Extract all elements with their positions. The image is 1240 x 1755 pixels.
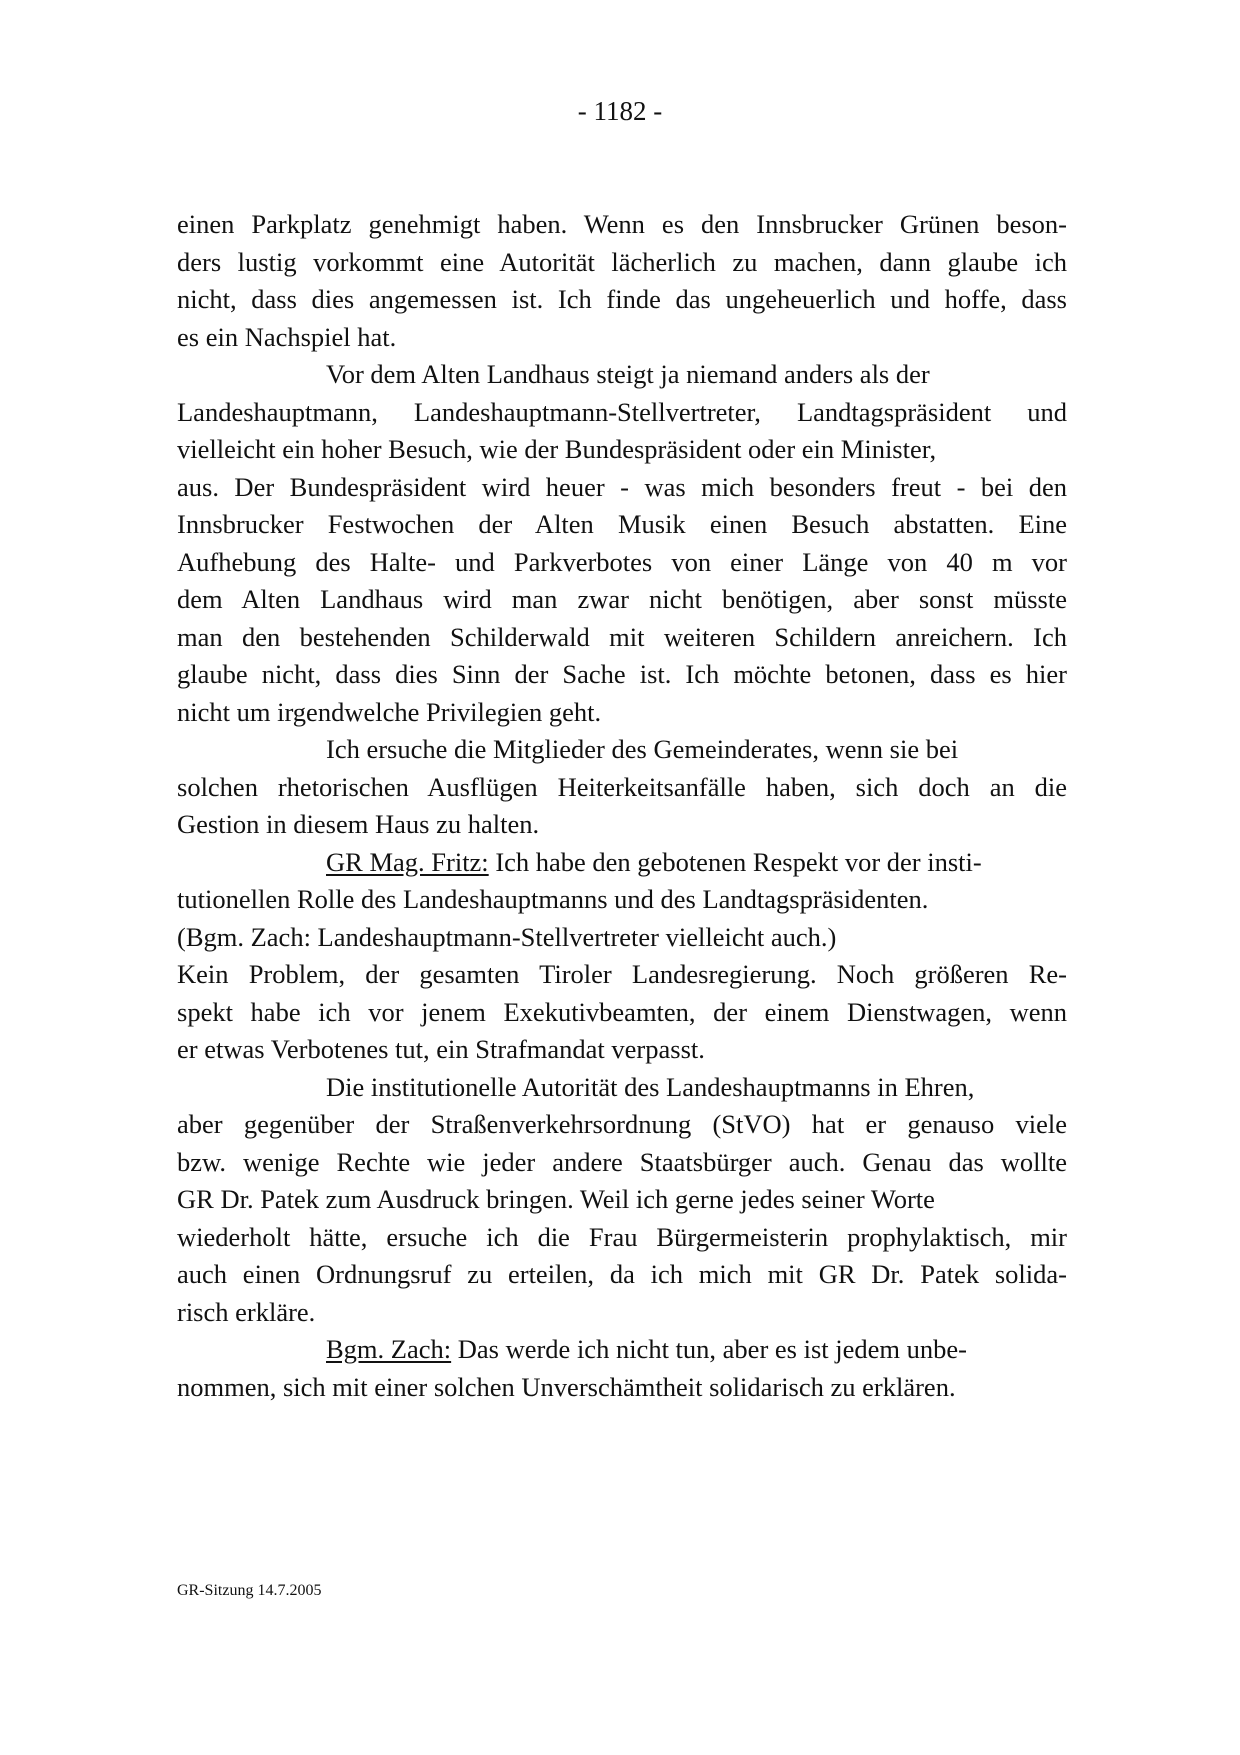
text-line: es ein Nachspiel hat. (177, 321, 397, 352)
text-line: nicht um irgendwelche Privilegien geht. (177, 696, 602, 727)
speaker-text: Ich habe den gebotenen Respekt vor der insti- (488, 846, 982, 877)
text-line: solchen rhetorischen Ausflügen Heiterkeitsanfälle haben, sich doch an die (177, 771, 1067, 802)
text-line: nicht, dass dies angemessen ist. Ich finde das ungeheuerlich und hoffe, dass (177, 284, 1067, 314)
text-line: wiederholt hätte, ersuche ich die Frau Bürgermeisterin prophylaktisch, mir (177, 1221, 1067, 1252)
paragraph-start-line: Die institutionelle Autorität des Landeshauptmanns in Ehren, (326, 1071, 975, 1102)
text-line: dem Alten Landhaus wird man zwar nicht benötigen, aber sonst müsste (177, 584, 1067, 614)
text-line: Aufhebung des Halte- und Parkverbotes von einer Länge von 40 m vor (177, 546, 1067, 577)
text-line: GR Dr. Patek zum Ausdruck bringen. Weil ich gerne jedes seiner Worte (177, 1184, 935, 1214)
text-line: aus. Der Bundespräsident wird heuer - was mich besonders freut - bei den (177, 471, 1067, 502)
text-line: glaube nicht, dass dies Sinn der Sache ist. Ich möchte betonen, dass es hier (177, 659, 1067, 689)
text-line: ders lustig vorkommt eine Autorität lächerlich zu machen, dann glaube ich (177, 246, 1067, 277)
text-line: aber gegenüber der Straßenverkehrsordnung (StVO) hat er genauso viele (177, 1109, 1067, 1139)
text-line: nommen, sich mit einer solchen Unverschämtheit solidarisch zu erklären. (177, 1371, 956, 1402)
page-number: - 1182 - (577, 96, 663, 126)
text-line: er etwas Verbotenes tut, ein Strafmandat verpasst. (177, 1034, 705, 1064)
text-line: Kein Problem, der gesamten Tiroler Landesregierung. Noch größeren Re- (177, 959, 1067, 989)
text-line: tutionellen Rolle des Landeshauptmanns und des Landtagspräsidenten. (177, 884, 929, 914)
text-line: bzw. wenige Rechte wie jeder andere Staatsbürger auch. Genau das wollte (177, 1146, 1067, 1177)
text-line: risch erkläre. (177, 1296, 316, 1327)
speaker-line-zach (177, 1331, 1067, 1369)
text-line: Gestion in diesem Haus zu halten. (177, 809, 540, 839)
speaker-name: Bgm. Zach: (326, 1334, 452, 1364)
page-footer: GR-Sitzung 14.7.2005 (177, 1582, 322, 1599)
interjection-line: (Bgm. Zach: Landeshauptmann-Stellvertreter vielleicht auch.) (177, 921, 837, 952)
document-body (177, 206, 1067, 1406)
speaker-name: GR Mag. Fritz: (326, 846, 489, 877)
speaker-line-fritz (177, 844, 1067, 882)
text-line: vielleicht ein hoher Besuch, wie der Bundespräsident oder ein Minister, (177, 434, 937, 464)
text-line: einen Parkplatz genehmigt haben. Wenn es den Innsbrucker Grünen beson- (177, 209, 1067, 239)
text-line: Innsbrucker Festwochen der Alten Musik einen Besuch abstatten. Eine (177, 509, 1067, 539)
text-line: Landeshauptmann, Landeshauptmann-Stellvertreter, Landtagspräsident und (177, 396, 1067, 427)
text-line: spekt habe ich vor jenem Exekutivbeamten, der einem Dienstwagen, wenn (177, 996, 1067, 1027)
speaker-text: Das werde ich nicht tun, aber es ist jedem unbe- (451, 1334, 967, 1364)
text-line: man den bestehenden Schilderwald mit weiteren Schildern anreichern. Ich (177, 621, 1067, 652)
paragraph-start-line: Ich ersuche die Mitglieder des Gemeinderates, wenn sie bei (326, 734, 959, 764)
text-line: auch einen Ordnungsruf zu erteilen, da ich mich mit GR Dr. Patek solida- (177, 1259, 1067, 1289)
paragraph-start-line: Vor dem Alten Landhaus steigt ja niemand anders als der (326, 359, 930, 389)
